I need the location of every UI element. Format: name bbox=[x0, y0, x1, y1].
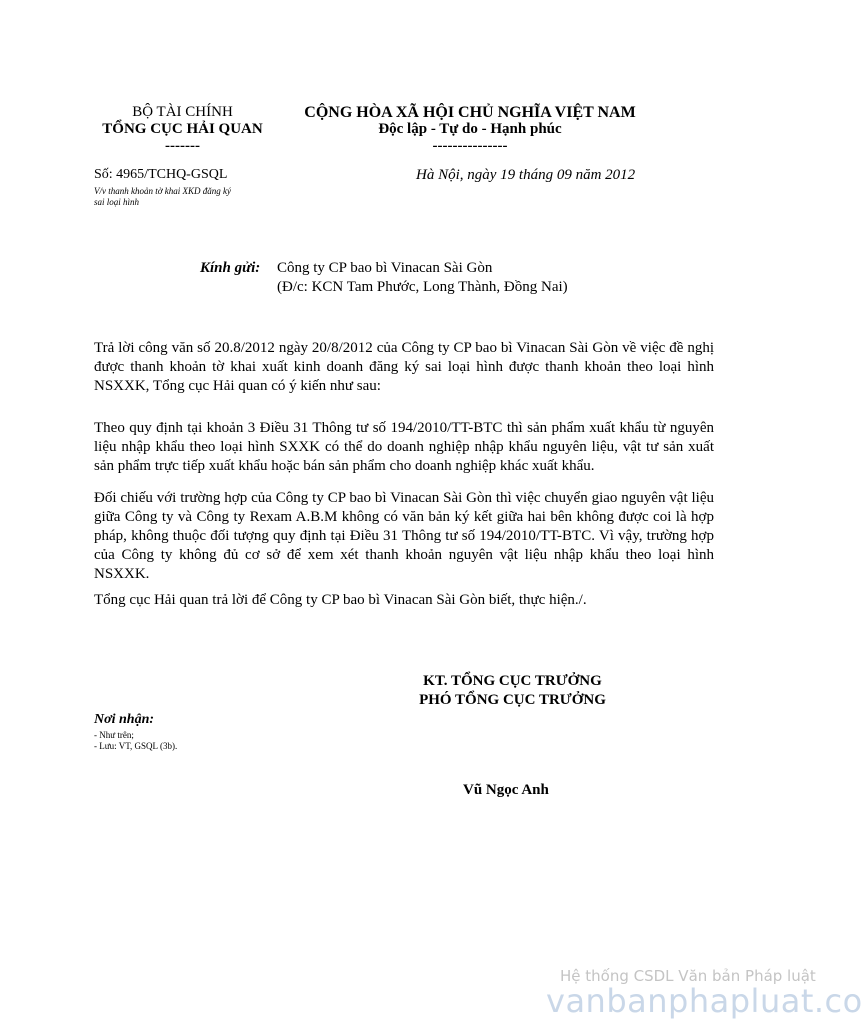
signature-title-2: PHÓ TỔNG CỤC TRƯỞNG bbox=[419, 692, 606, 708]
body-paragraph-4: Tổng cục Hải quan trả lời để Công ty CP bao bì Vinacan Sài Gòn biết, thực hiện./. bbox=[94, 592, 587, 608]
ministry-name: BỘ TÀI CHÍNH bbox=[132, 104, 233, 120]
motto: Độc lập - Tự do - Hạnh phúc bbox=[378, 121, 562, 137]
signature-block bbox=[400, 672, 625, 710]
recipient-label: Kính gửi: bbox=[200, 260, 261, 276]
recipient-address: (Đ/c: KCN Tam Phước, Long Thành, Đồng Nai) bbox=[277, 279, 568, 295]
document-date: Hà Nội, ngày 19 tháng 09 năm 2012 bbox=[416, 167, 636, 183]
issuer-block bbox=[70, 104, 295, 155]
document-subject bbox=[94, 186, 264, 208]
watermark-domain: vanbanphapluat.co bbox=[546, 982, 863, 1020]
body-paragraph-3: Đối chiếu với trường hợp của Công ty CP bao bì Vinacan Sài Gòn thì việc chuyển giao nguyên vật liệu giữa Công ty và Công ty Rexam A.B.M không có văn bản ký kết giữa hai bên không được coi là hợp pháp, không thuộc đối tượng quy định tại Điều 31 Thông tư số 194/2010/TT-BTC. Vì vậy, trường hợp của Công ty không đủ cơ sở để xem xét thanh khoản nguyên vật liệu nhập khẩu theo loại hình NSXXK. bbox=[94, 490, 714, 582]
subject-line-1: V/v thanh khoản tờ khai XKD đăng ký bbox=[94, 186, 232, 196]
right-rule: --------------- bbox=[432, 138, 508, 154]
signer-name: Vũ Ngọc Anh bbox=[463, 782, 549, 798]
recipients-title: Nơi nhận: bbox=[94, 712, 155, 727]
body-paragraph-2: Theo quy định tại khoản 3 Điều 31 Thông tư số 194/2010/TT-BTC thì sản phẩm xuất khẩu từ nguyên liệu nhập khẩu theo loại hình SXXK có thể do doanh nghiệp nhập khẩu nguyên liệu, vật tư sản xuất sản phẩm trực tiếp xuất khẩu hoặc bán sản phẩm cho doanh nghiệp khác xuất khẩu. bbox=[94, 420, 714, 474]
body-paragraph-1: Trả lời công văn số 20.8/2012 ngày 20/8/2012 của Công ty CP bao bì Vinacan Sài Gòn về việc đề nghị được thanh khoản tờ khai xuất kinh doanh đăng ký sai loại hình được thanh khoản theo loại hình NSXXK, Tổng cục Hải quan có ý kiến như sau: bbox=[94, 340, 714, 394]
country-name: CỘNG HÒA XÃ HỘI CHỦ NGHĨA VIỆT NAM bbox=[304, 104, 636, 121]
document-number: Số: 4965/TCHQ-GSQL bbox=[94, 167, 228, 182]
watermark-caption: Hệ thống CSDL Văn bản Pháp luật bbox=[560, 967, 816, 985]
signature-title-1: KT. TỔNG CỤC TRƯỞNG bbox=[423, 673, 602, 689]
left-rule: ------- bbox=[165, 138, 200, 154]
recipient-item: - Lưu: VT, GSQL (3b). bbox=[94, 741, 178, 751]
subject-line-2: sai loại hình bbox=[94, 197, 140, 207]
recipient-name: Công ty CP bao bì Vinacan Sài Gòn bbox=[277, 260, 493, 276]
recipient-item: - Như trên; bbox=[94, 730, 134, 740]
agency-name: TỔNG CỤC HẢI QUAN bbox=[102, 121, 263, 137]
national-heading bbox=[285, 104, 655, 155]
